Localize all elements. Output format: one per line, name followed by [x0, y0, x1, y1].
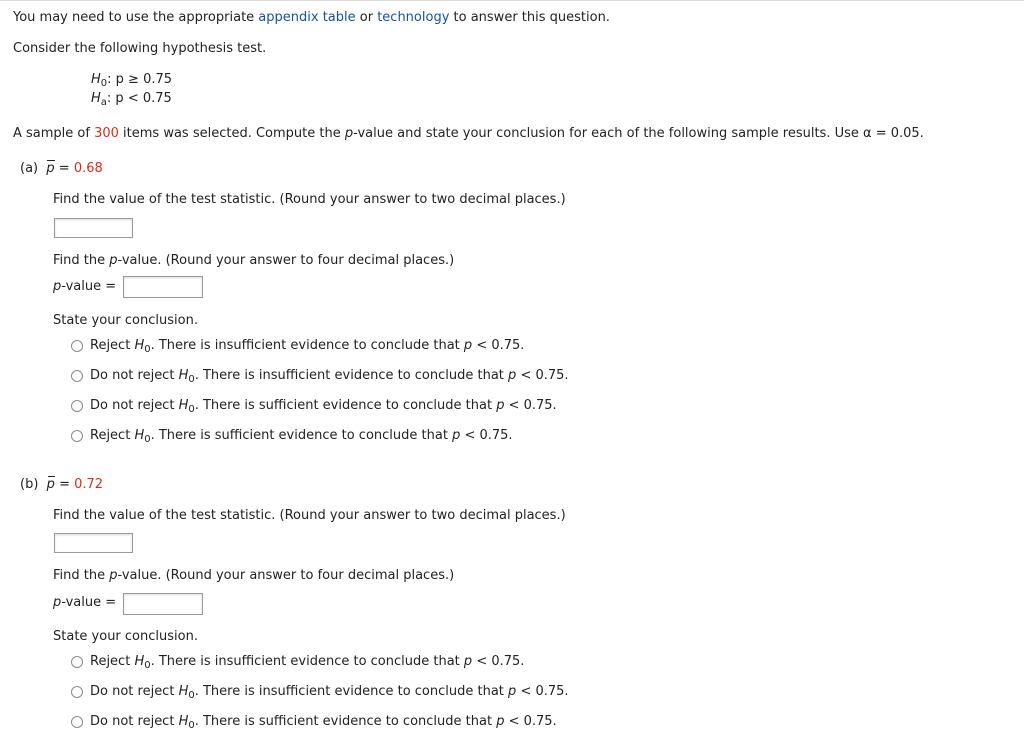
part-a-header: (a) p = 0.68 — [20, 161, 103, 176]
part-a-option-2-label[interactable]: Do not reject $H_0$. There is insufficient evidence to conclude that p < 0.75. — [90, 368, 569, 385]
part-b-header: (b) p = 0.72 — [20, 477, 104, 492]
null-hypothesis: $H_0$: p ≥ 0.75 — [91, 72, 173, 89]
part-b-pvalue-input[interactable] — [123, 593, 203, 615]
alt-hypothesis: $H_a$: p < 0.75 — [91, 91, 172, 108]
part-b-pvalue-question: Find the p-value. (Round your answer to four decimal places.) — [53, 568, 455, 583]
part-b-option-3-label[interactable]: Do not reject $H_0$. There is sufficient evidence to conclude that p < 0.75. — [90, 714, 557, 731]
top-divider — [0, 0, 1024, 1]
part-a-pvalue-label: p-value = — [53, 279, 117, 294]
part-a-pvalue-question: Find the p-value. (Round your answer to four decimal places.) — [53, 253, 455, 268]
part-b-conclusion-prompt: State your conclusion. — [53, 629, 198, 644]
part-b-test-stat-question: Find the value of the test statistic. (Round your answer to two decimal places.) — [53, 508, 566, 523]
part-b-option-3-radio[interactable] — [71, 716, 83, 728]
part-a-test-stat-input[interactable] — [54, 218, 133, 238]
part-a-option-1-label[interactable]: Reject $H_0$. There is insufficient evidence to conclude that p < 0.75. — [90, 338, 525, 355]
part-b-option-2-radio[interactable] — [71, 686, 83, 698]
part-a-conclusion-prompt: State your conclusion. — [53, 313, 198, 328]
part-a-option-3-radio[interactable] — [71, 400, 83, 412]
part-b-test-stat-input[interactable] — [54, 533, 133, 553]
part-b-pvalue-label: p-value = — [53, 595, 117, 610]
part-a-option-1-radio[interactable] — [71, 340, 83, 352]
part-a-option-2-radio[interactable] — [71, 370, 83, 382]
part-b-option-1-radio[interactable] — [71, 656, 83, 668]
consider-text: Consider the following hypothesis test. — [13, 41, 267, 56]
part-a-pvalue-input[interactable] — [123, 276, 203, 298]
technology-link[interactable]: technology — [377, 10, 450, 25]
sample-instructions: A sample of 300 items was selected. Compute the p-value and state your conclusion for each of the following sample results. Use α = 0.05. — [13, 126, 924, 141]
intro-text: You may need to use the appropriate appendix table or technology to answer this question. — [13, 10, 610, 25]
part-b-option-1-label[interactable]: Reject $H_0$. There is insufficient evidence to conclude that p < 0.75. — [90, 654, 525, 671]
part-a-option-4-label[interactable]: Reject $H_0$. There is sufficient evidence to conclude that p < 0.75. — [90, 428, 513, 445]
appendix-table-link[interactable]: appendix table — [258, 10, 356, 25]
part-a-option-3-label[interactable]: Do not reject $H_0$. There is sufficient evidence to conclude that p < 0.75. — [90, 398, 557, 415]
part-a-test-stat-question: Find the value of the test statistic. (Round your answer to two decimal places.) — [53, 192, 566, 207]
part-b-option-2-label[interactable]: Do not reject $H_0$. There is insufficient evidence to conclude that p < 0.75. — [90, 684, 569, 701]
part-a-option-4-radio[interactable] — [71, 430, 83, 442]
sample-size: 300 — [94, 126, 119, 141]
